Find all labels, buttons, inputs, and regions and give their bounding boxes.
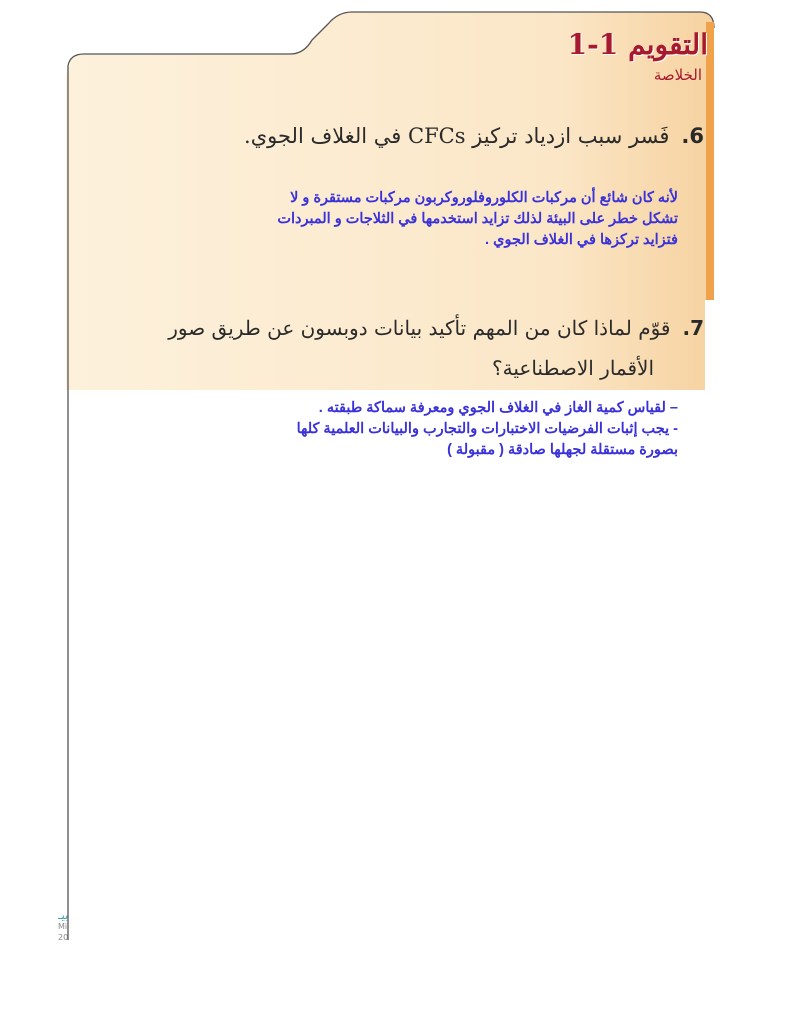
question-text: قوّم لماذا كان من المهم تأكيد بيانات دوبسون عن طريق صور (168, 316, 671, 340)
title-word: التقويم (628, 28, 708, 61)
section-title (568, 28, 708, 61)
question-6 (244, 116, 704, 156)
logo-line-1: Mi (58, 922, 68, 931)
answer-line: تشكل خطر على البيئة لذلك تزايد استخدمها في الثلاجات و المبردات (277, 211, 678, 227)
section-subtitle: الخلاصة (653, 66, 702, 84)
question-7-continued: الأقمار الاصطناعية؟ (492, 356, 654, 380)
question-7 (168, 308, 704, 348)
answer-line: بصورة مستقلة لجهلها صادقة ( مقبولة ) (447, 442, 678, 458)
logo-glyph: ﺑﻴـ (58, 910, 69, 922)
answer-7 (78, 398, 678, 461)
question-text: فَسر سبب ازدياد تركيز CFCs في الغلاف الجوي. (244, 124, 670, 148)
publisher-logo (58, 910, 80, 942)
answer-6 (118, 188, 678, 251)
answer-line: – لقياس كمية الغاز في الغلاف الجوي ومعرفة سماكة طبقته . (318, 400, 678, 416)
section-number: 1-1 (567, 28, 619, 61)
answer-line: فتزايد تركزها في الغلاف الجوي . (485, 232, 678, 248)
answer-line: - يجب إثبات الفرضيات الاختبارات والتجارب والبيانات العلمية كلها (296, 421, 678, 437)
logo-line-2: 20 (58, 933, 69, 942)
panel-edge (706, 22, 714, 300)
question-number: 6. (681, 124, 704, 148)
question-number: 7. (682, 316, 704, 340)
answer-line: لأنه كان شائع أن مركبات الكلوروفلوروكربون مركبات مستقرة و لا (290, 190, 678, 206)
